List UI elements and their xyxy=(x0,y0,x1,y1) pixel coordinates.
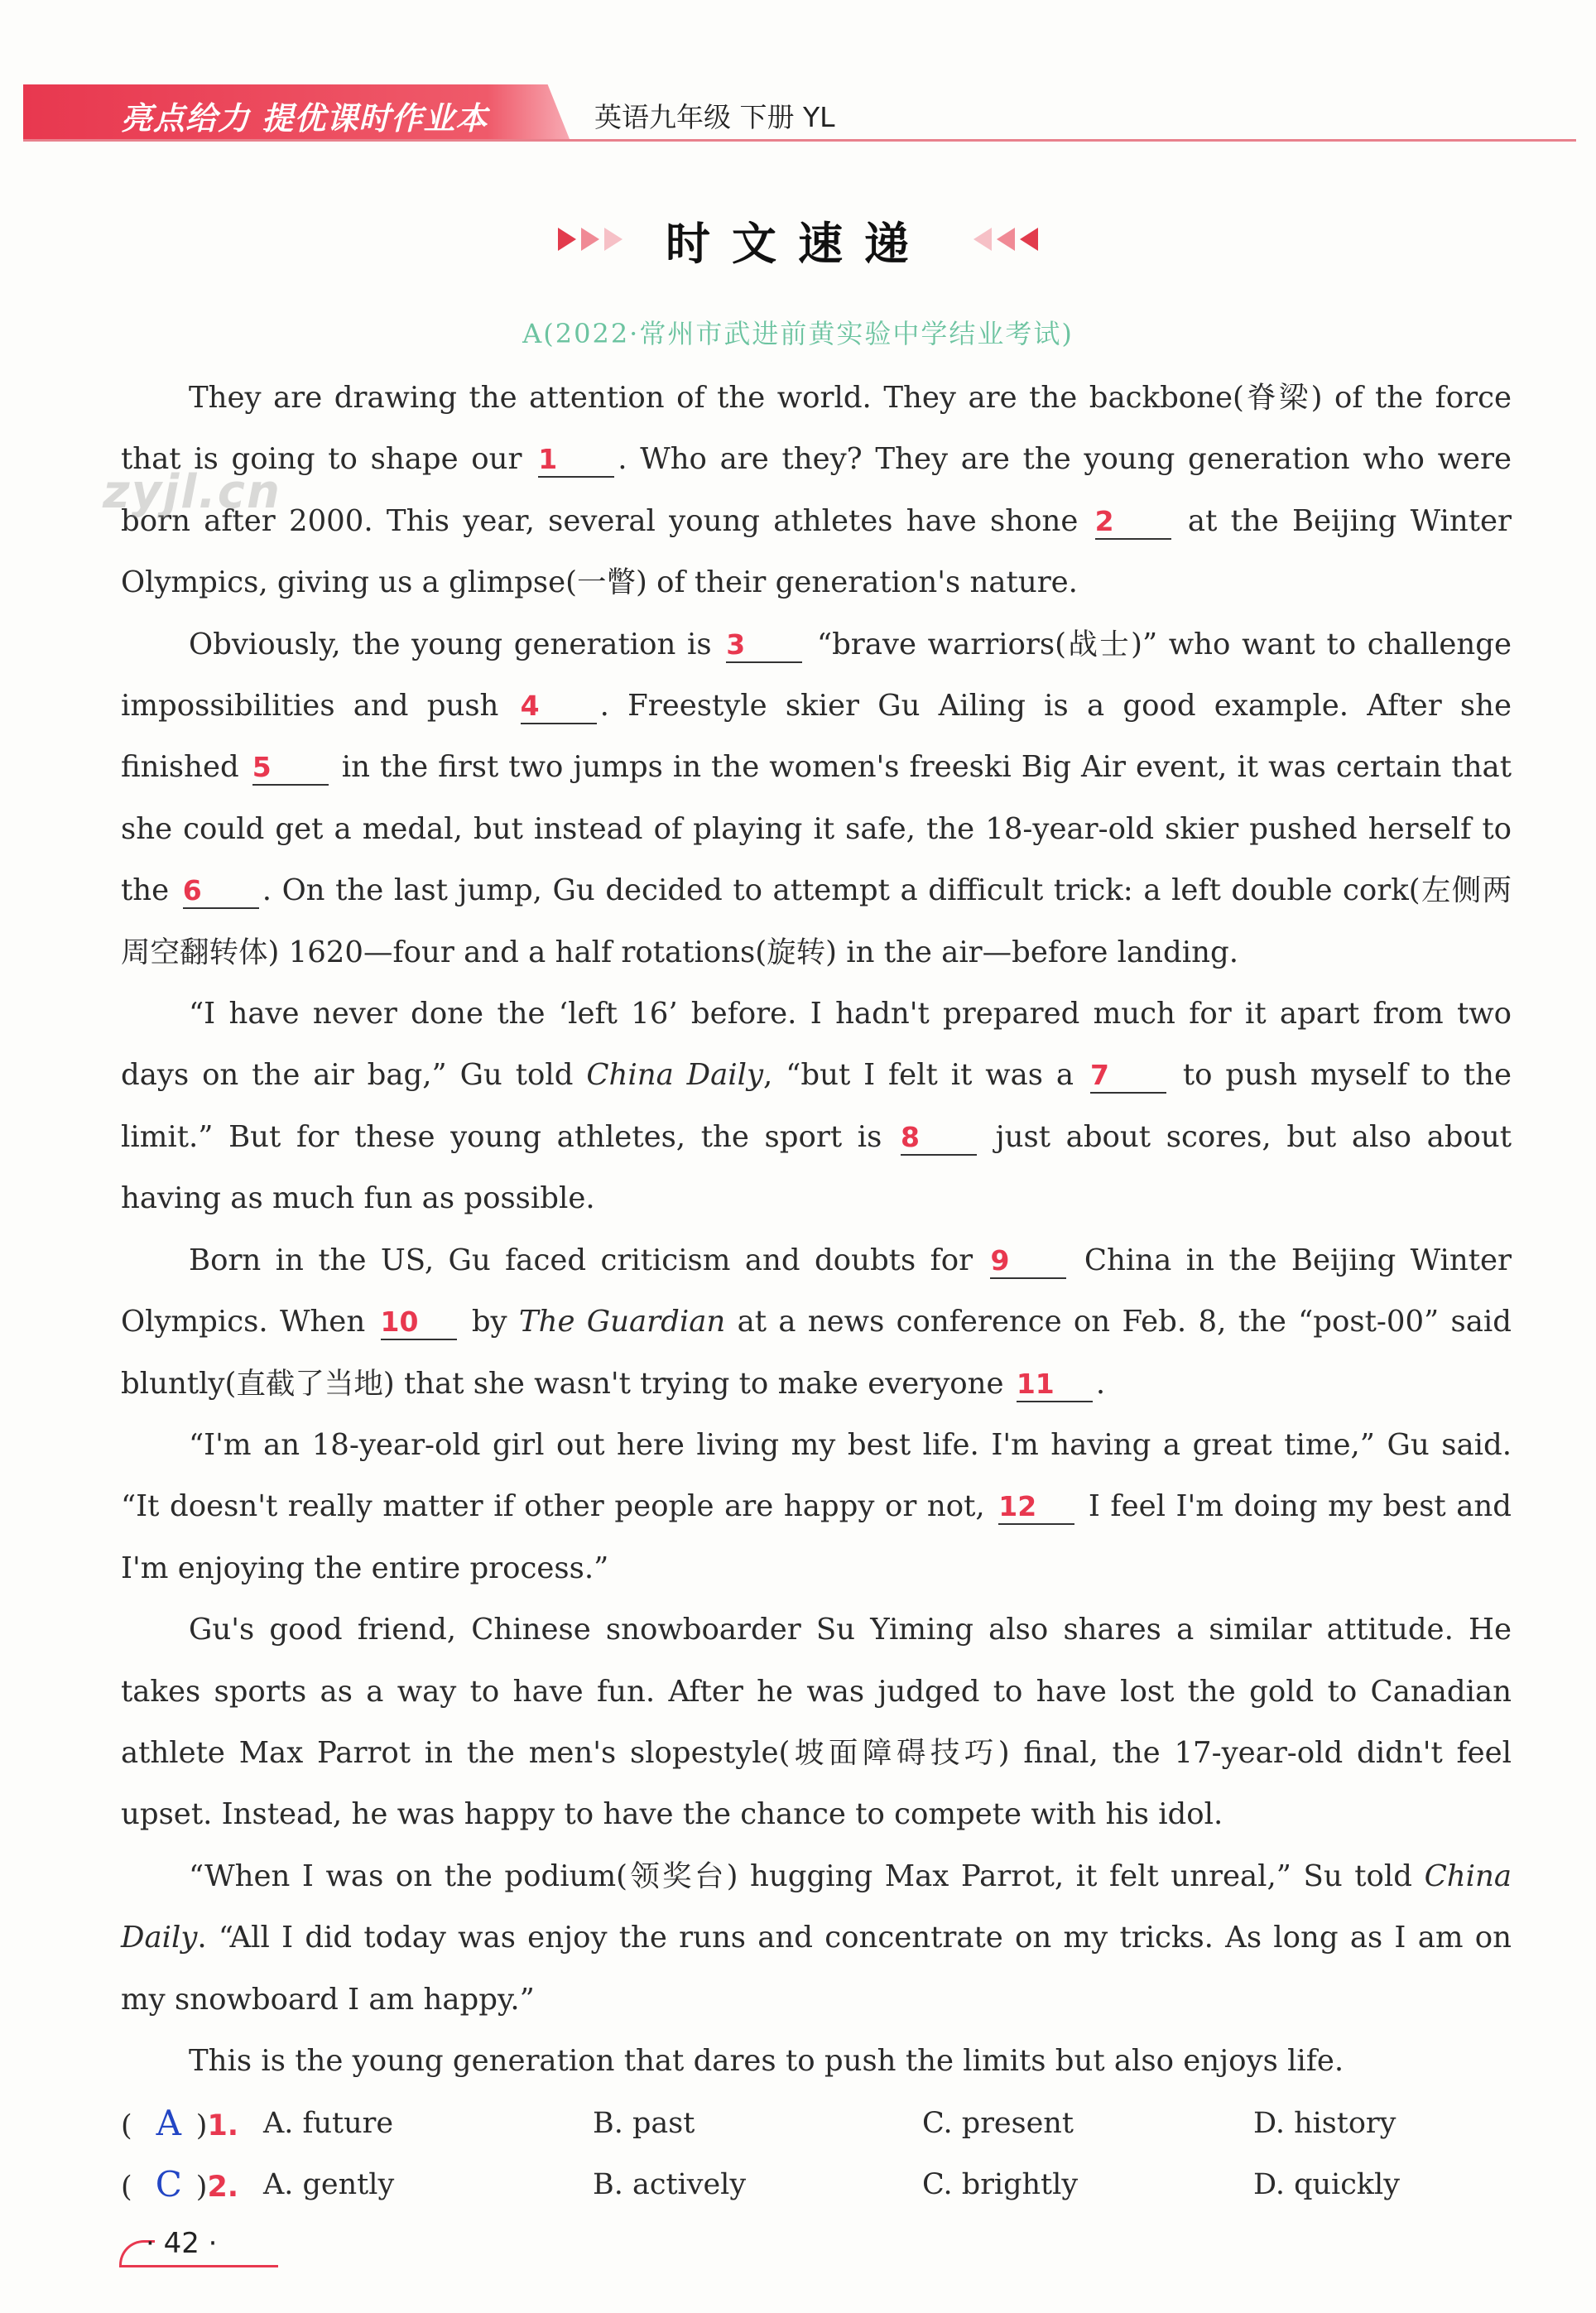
blank-number: 4 xyxy=(520,690,540,723)
option-c: C. present xyxy=(922,2107,1074,2140)
blank-number: 2 xyxy=(1094,504,1114,537)
page-header xyxy=(23,84,1576,142)
question-answer-bracket: ( A )1. xyxy=(121,2093,238,2157)
paragraph-text: at a news conference on Feb. 8, the “post-00” said bluntly(直截了当地) that she wasn't trying to make everyone xyxy=(121,1305,1512,1401)
answer-blank[interactable] xyxy=(990,1244,1066,1279)
page-number: · 42 · xyxy=(146,2227,218,2260)
question-answer-bracket: ( C )2. xyxy=(121,2154,238,2218)
paragraph-text: . xyxy=(1095,1366,1106,1401)
answer-blank[interactable] xyxy=(381,1306,457,1340)
question-number: 1. xyxy=(207,2109,239,2142)
article-paragraph xyxy=(121,1230,1512,1415)
answer-blank[interactable] xyxy=(1095,505,1171,540)
page-footer xyxy=(121,2222,278,2272)
blank-number: 6 xyxy=(182,874,202,907)
blank-number: 1 xyxy=(538,443,558,476)
answer-letter: C xyxy=(155,2164,182,2205)
option-d: D. history xyxy=(1253,2107,1396,2140)
article-paragraph xyxy=(121,368,1512,614)
answer-blank[interactable] xyxy=(252,751,329,786)
passage-source: A(2022·常州市武进前黄实验中学结业考试) xyxy=(522,318,1074,349)
paragraph-text: to push myself to the limit.” But for these young athletes, the sport is xyxy=(121,1058,1512,1154)
footer-line xyxy=(121,2265,278,2267)
option-c: C. brightly xyxy=(922,2168,1079,2201)
blank-number: 10 xyxy=(380,1306,419,1339)
left-arrows-icon xyxy=(971,228,1041,254)
paragraph-text: This is the young generation that dares to push the limits but also enjoys life. xyxy=(189,2043,1344,2078)
section-title-text: 时文速递 xyxy=(666,218,930,270)
brand-title: 亮点给力 提优课时作业本 xyxy=(121,100,488,137)
paragraph-text: , “but I felt it was a xyxy=(763,1058,1087,1093)
option-a: A. future xyxy=(263,2107,394,2140)
paragraph-text: in the first two jumps in the women's freeski Big Air event, it was certain that she could get a medal, but instead of playing it safe, the 18-year-old skier pushed herself to the xyxy=(121,750,1512,908)
blank-number: 12 xyxy=(998,1490,1037,1523)
blank-number: 9 xyxy=(990,1243,1010,1277)
paragraph-text: by xyxy=(459,1305,519,1339)
blank-number: 5 xyxy=(252,751,272,784)
italic-source-name: China Daily xyxy=(586,1058,764,1093)
answer-blank[interactable] xyxy=(1017,1368,1093,1402)
paragraph-text: Born in the US, Gu faced criticism and doubts for xyxy=(189,1243,988,1277)
question-2 xyxy=(121,2154,1512,2215)
paragraph-text: Gu's good friend, Chinese snowboarder Su Yiming also shares a similar attitude. He takes sports as a way to have fun. After he was judged to have lost the gold to Canadian athlete Max Parrot in the men's slopestyle(坡面障碍技巧) final, the 17-year-old didn't feel upset. Instead, he was happy to have the chance to compete with his idol. xyxy=(121,1613,1512,1832)
paragraph-text: “I'm an 18-year-old girl out here living my best life. I'm having a great time,” Gu said. “It doesn't really matter if other people are happy or not, xyxy=(121,1427,1512,1524)
question-number: 2. xyxy=(207,2171,239,2204)
article-body xyxy=(121,368,1512,2092)
section-title xyxy=(0,209,1596,272)
paragraph-text: “I have never done the ‘left 16’ before. I hadn't prepared much for it apart from two days on the air bag,” Gu told xyxy=(121,997,1512,1093)
option-b: B. past xyxy=(593,2107,695,2140)
article-paragraph xyxy=(121,1846,1512,2031)
answer-blank[interactable] xyxy=(183,874,259,909)
paragraph-text: . Who are they? They are the young generation who were born after 2000. This year, several young athletes have shone xyxy=(121,442,1512,538)
answer-blank[interactable] xyxy=(901,1121,977,1156)
paragraph-text: at the Beijing Winter Olympics, giving us a glimpse(一瞥) of their generation's nature. xyxy=(121,503,1512,600)
paragraph-text: . Freestyle skier Gu Ailing is a good example. After she finished xyxy=(121,689,1512,785)
option-a: A. gently xyxy=(263,2168,395,2201)
option-b: B. actively xyxy=(593,2168,747,2201)
article-paragraph xyxy=(121,1599,1512,1846)
answer-blank[interactable] xyxy=(1090,1059,1166,1094)
option-d: D. quickly xyxy=(1253,2168,1400,2201)
answer-blank[interactable] xyxy=(998,1490,1074,1525)
article-paragraph xyxy=(121,614,1512,983)
blank-number: 7 xyxy=(1089,1059,1109,1092)
blank-number: 3 xyxy=(726,628,746,661)
blank-number: 8 xyxy=(901,1120,920,1153)
paragraph-text: Obviously, the young generation is xyxy=(189,627,723,661)
answer-letter: A xyxy=(156,2103,181,2143)
paragraph-text: I feel I'm doing my best and I'm enjoying the entire process.” xyxy=(121,1489,1512,1585)
answer-blank[interactable] xyxy=(538,443,614,478)
paragraph-text: They are drawing the attention of the world. They are the backbone(脊梁) of the force that is going to shape our xyxy=(121,381,1512,477)
answer-blank[interactable] xyxy=(726,628,802,663)
paragraph-text: “When I was on the podium(领奖台) hugging Max Parrot, it felt unreal,” Su told xyxy=(189,1859,1425,1893)
article-paragraph xyxy=(121,1415,1512,1599)
paragraph-text: China in the Beijing Winter Olympics. When xyxy=(121,1243,1512,1339)
italic-source-name: China Daily xyxy=(121,1859,1512,1955)
paragraph-text: . On the last jump, Gu decided to attempt a difficult trick: a left double cork(左侧两周空翻转体) 1620—four and a half rotations(旋转) in the air—before landing. xyxy=(121,873,1512,969)
paragraph-text: just about scores, but also about having as much fun as possible. xyxy=(121,1119,1512,1216)
blank-number: 11 xyxy=(1016,1367,1055,1400)
right-arrows-icon xyxy=(555,228,625,254)
question-1 xyxy=(121,2093,1512,2154)
article-paragraph xyxy=(121,2031,1512,2092)
paragraph-text: . “All I did today was enjoy the runs and concentrate on my tricks. As long as I am on my snowboard I am happy.” xyxy=(121,1921,1512,2017)
watermark: zyjl.cn xyxy=(103,465,281,519)
answer-blank[interactable] xyxy=(521,690,597,724)
paragraph-text: “brave warriors(战士)” who want to challenge impossibilities and push xyxy=(121,627,1512,724)
article-paragraph xyxy=(121,983,1512,1230)
course-title: 英语九年级 下册 YL xyxy=(594,101,835,133)
italic-source-name: The Guardian xyxy=(518,1305,726,1339)
